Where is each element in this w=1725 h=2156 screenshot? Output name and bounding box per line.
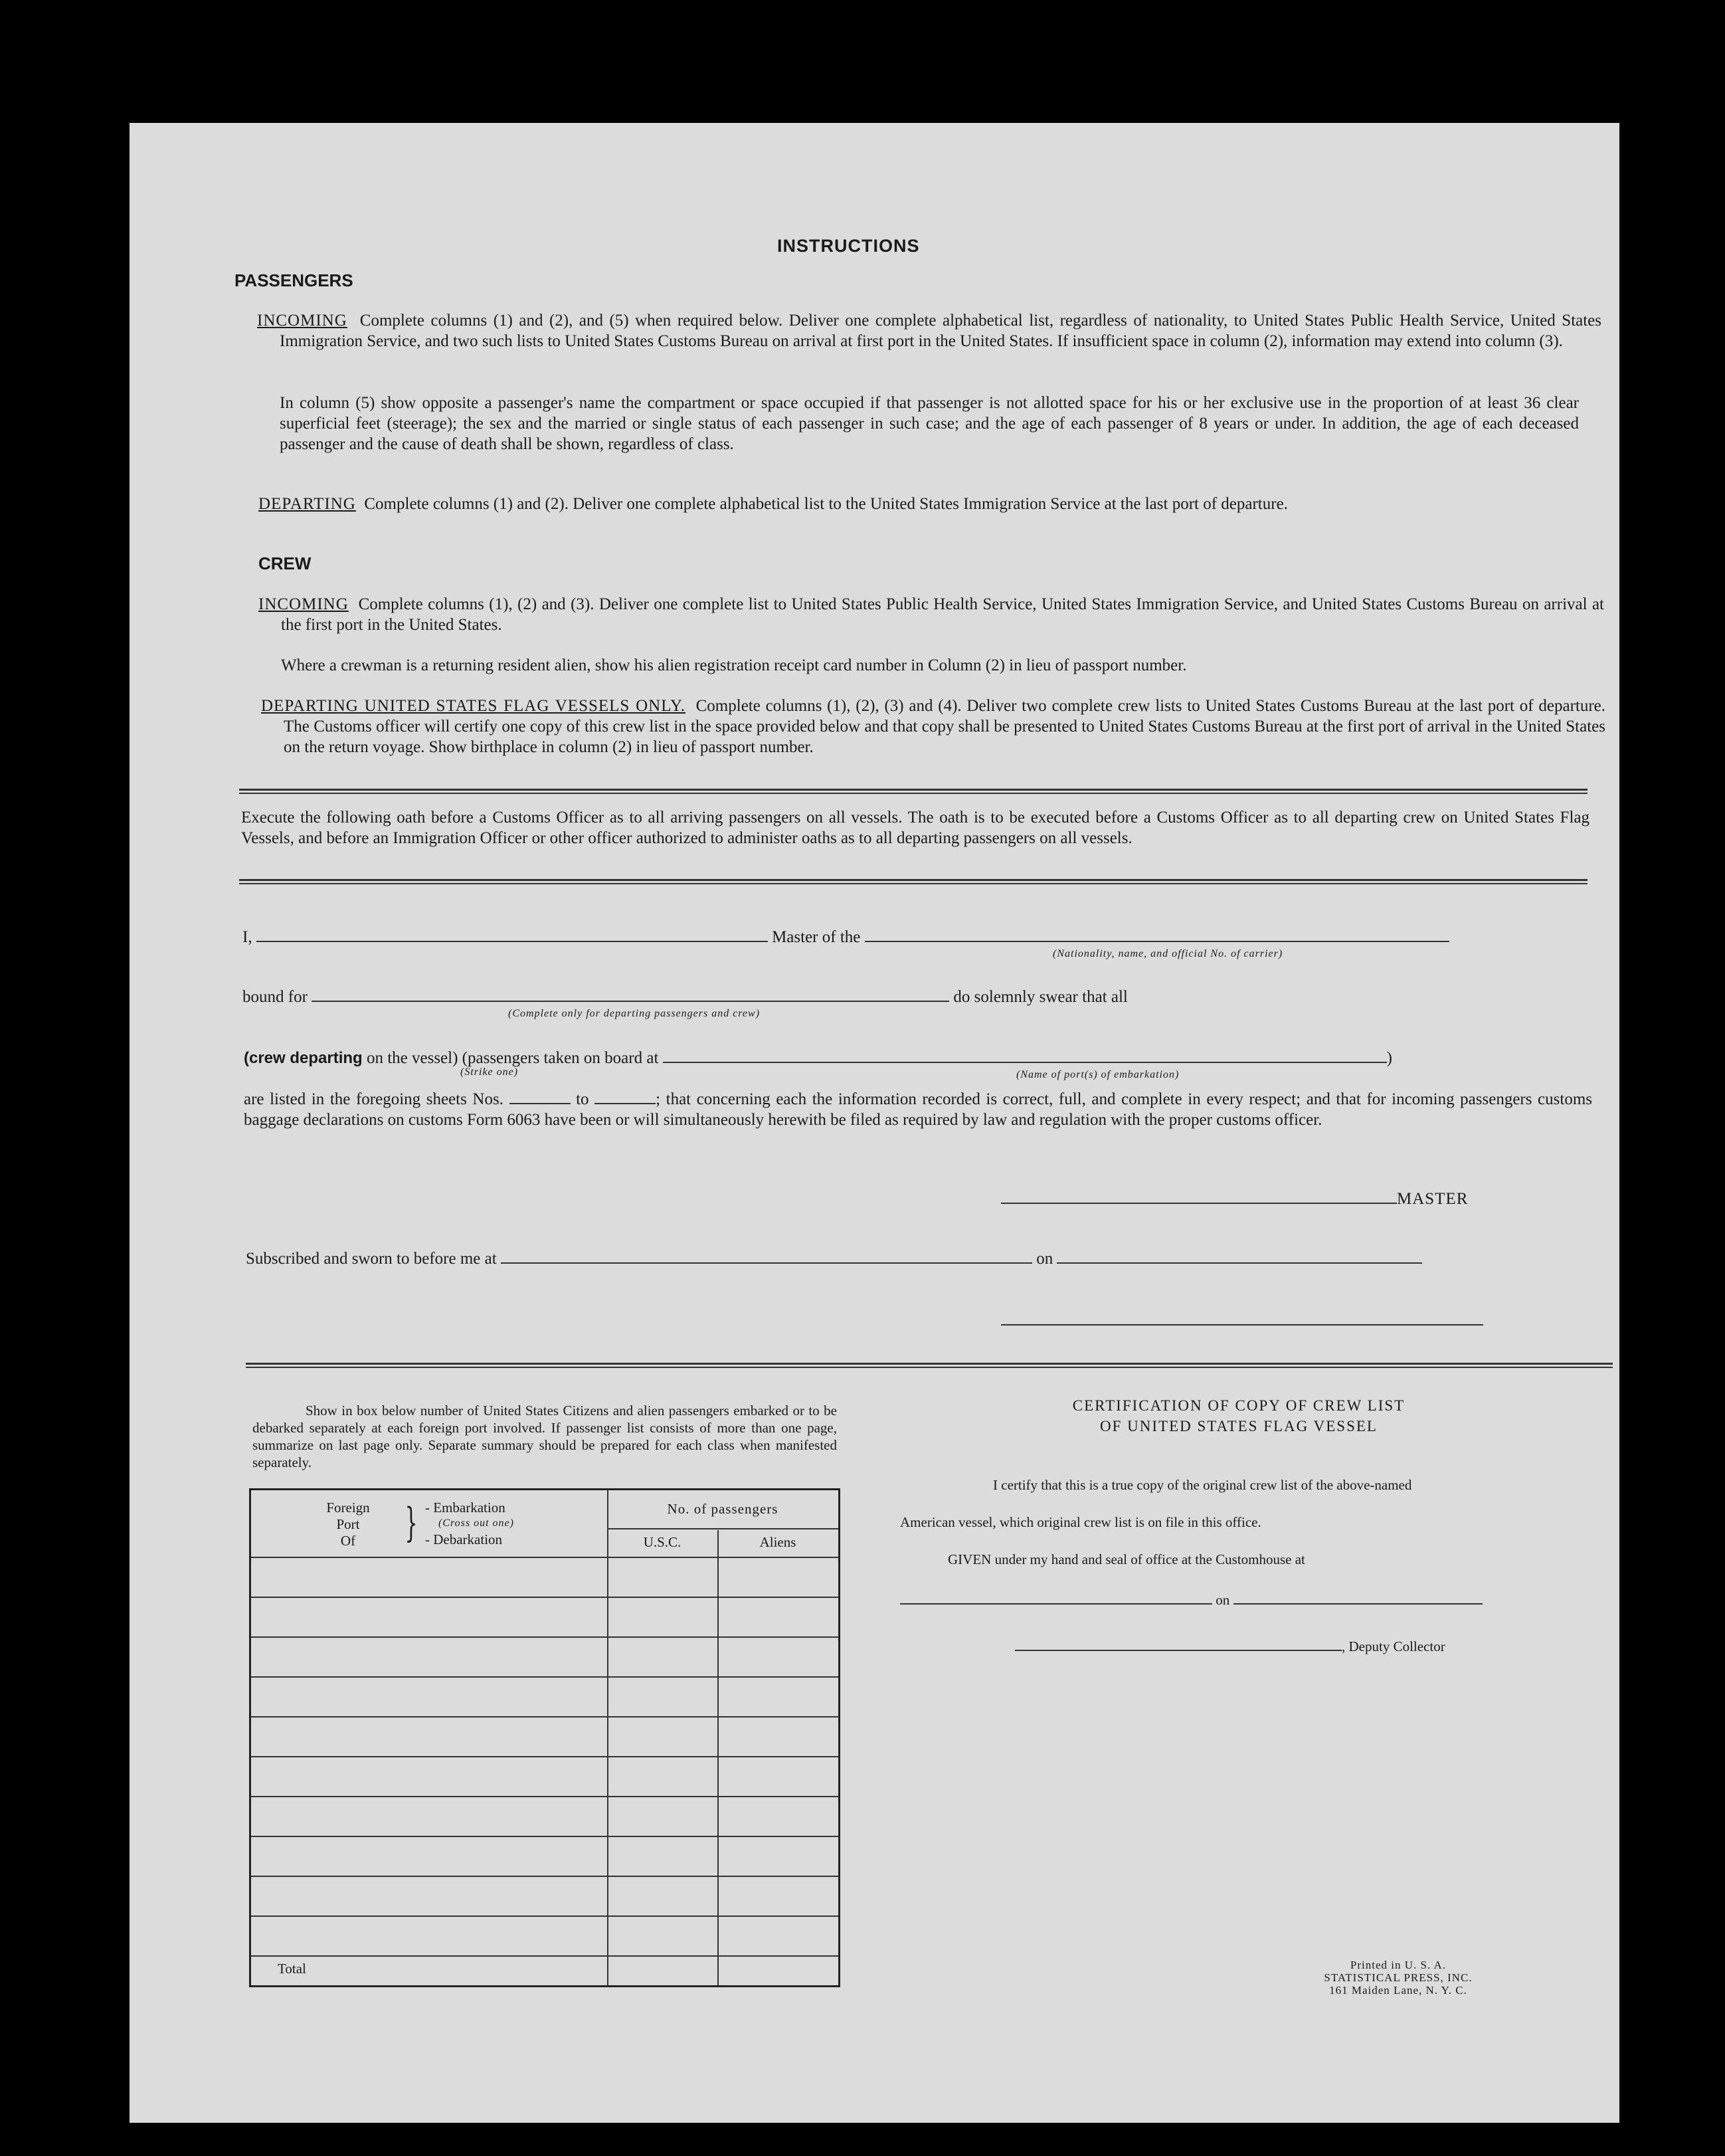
table-row[interactable]	[251, 1676, 838, 1678]
passengers-departing-paragraph	[258, 494, 1601, 514]
close-paren: )	[1386, 1049, 1392, 1067]
certification-line2: American vessel, which original crew list is on file in this office.	[900, 1514, 1261, 1530]
debarkation-label[interactable]: - Debarkation	[425, 1531, 503, 1547]
embarkation-ports-field[interactable]	[663, 1048, 1387, 1063]
aliens-header: Aliens	[759, 1534, 796, 1550]
table-divider	[607, 1528, 838, 1529]
table-divider	[607, 1490, 608, 1985]
foreign-port-header	[308, 1500, 388, 1549]
swear-label: do solemnly swear that all	[953, 988, 1128, 1006]
crew-alien-paragraph: Where a crewman is a returning resident alien, show his alien registration receipt card number in Column (2) in lieu of passport number.	[281, 656, 1187, 674]
printer-imprint	[1279, 1959, 1518, 1997]
divider	[239, 789, 1588, 791]
foreign-label: Foreign	[326, 1500, 370, 1516]
nationality-caption: (Nationality, name, and official No. of carrier)	[1053, 948, 1283, 959]
crew-incoming-text: Complete columns (1), (2) and (3). Deliver one complete list to United States Public Health Service, United States Immigration Service, and United States Customs Bureau on arrival at the first port in the United States.	[281, 595, 1605, 634]
certification-location-date	[900, 1590, 1483, 1609]
certification-date-field[interactable]	[1233, 1590, 1483, 1605]
master-name-field[interactable]	[256, 928, 768, 942]
certification-title	[986, 1395, 1491, 1436]
table-row[interactable]	[251, 1955, 838, 1957]
crew-heading: CREW	[258, 553, 312, 573]
table-row[interactable]	[251, 1597, 838, 1598]
on-the-vessel: on the vessel)	[366, 1049, 458, 1067]
crew-departing-paragraph	[261, 696, 1605, 757]
passengers-incoming-label: INCOMING	[257, 312, 347, 330]
table-row[interactable]	[251, 1836, 838, 1837]
oath-line-crew	[244, 1048, 1392, 1068]
customhouse-field[interactable]	[900, 1590, 1212, 1605]
oath-i: I,	[242, 928, 252, 946]
oath-statement	[244, 1089, 1592, 1130]
table-row[interactable]	[251, 1876, 838, 1877]
master-label: MASTER	[1397, 1190, 1469, 1208]
certification-title-line1: CERTIFICATION OF COPY OF CREW LIST	[1072, 1397, 1406, 1414]
passenger-summary-table	[249, 1488, 840, 1987]
crew-departing-text: Complete columns (1), (2), (3) and (4). Deliver two complete crew lists to United States Customs Bureau at the last port of departure. The Customs officer will certify one copy of this crew list in the space provided below and that copy shall be presented to United States Customs Bureau at the first port of arrival in the United States on the return voyage. Show birthplace in column (2) in lieu of passport number.	[284, 697, 1606, 756]
total-label: Total	[278, 1961, 306, 1977]
vessel-field[interactable]	[865, 928, 1449, 942]
printer-line1: Printed in U. S. A.	[1350, 1959, 1447, 1971]
certification-title-line2: OF UNITED STATES FLAG VESSEL	[1100, 1418, 1378, 1434]
passengers-departing-text: Complete columns (1) and (2). Deliver one complete alphabetical list to the United States Immigration Service at the last port of departure.	[364, 495, 1288, 513]
sworn-date-field[interactable]	[1057, 1249, 1422, 1264]
officer-signature-field[interactable]	[1001, 1324, 1483, 1325]
usc-header: U.S.C.	[643, 1534, 681, 1550]
certification-on-label: on	[1216, 1592, 1230, 1608]
divider	[239, 879, 1588, 881]
passengers-taken-option[interactable]: (passengers taken on board at	[462, 1049, 659, 1067]
passengers-column5-paragraph: In column (5) show opposite a passenger's name the compartment or space occupied if that passenger is not allotted space for his or her exclusive use in the proportion of at least 36 clear superficial feet (steerage); the sex and the married or single status of each passenger in such case; and the age of each passenger of 8 years or under. In addition, the age of each deceased passenger and the cause of death shall be shown, regardless of class.	[280, 394, 1579, 453]
no-passengers-header: No. of passengers	[667, 1501, 778, 1517]
oath-line-bound	[242, 987, 1128, 1007]
master-signature-field[interactable]	[1001, 1189, 1397, 1204]
subscribed-label: Subscribed and sworn to before me at	[246, 1250, 497, 1268]
passengers-incoming-paragraph	[257, 310, 1601, 351]
table-row[interactable]	[251, 1716, 838, 1717]
to-label: to	[576, 1090, 589, 1108]
strike-one-caption: (Strike one)	[460, 1066, 519, 1078]
crew-departing-label: DEPARTING UNITED STATES FLAG VESSELS ONLY.	[261, 697, 686, 715]
certification-line1: I certify that this is a true copy of the original crew list of the above-named	[993, 1477, 1412, 1493]
table-row[interactable]	[251, 1915, 838, 1917]
divider	[246, 1367, 1613, 1368]
deputy-signature-field[interactable]	[1015, 1636, 1342, 1651]
passengers-departing-label: DEPARTING	[258, 495, 356, 513]
divider	[246, 1363, 1613, 1365]
master-signature-line	[1001, 1189, 1468, 1209]
table-row[interactable]	[251, 1636, 838, 1638]
crew-departing-option[interactable]: (crew departing	[244, 1049, 363, 1067]
on-label: on	[1036, 1250, 1053, 1268]
divider	[239, 793, 1588, 794]
listed-rest: ; that concerning each the information recorded is correct, full, and complete in every respect; and that for incoming passengers customs baggage declarations on customs Form 6063 have been or will simultaneously herewith be filed as required by law and regulation with the proper customs officer.	[244, 1090, 1593, 1129]
of-label: Of	[340, 1533, 356, 1549]
bound-for-field[interactable]	[312, 987, 949, 1002]
certification-line3: GIVEN under my hand and seal of office at the Customhouse at	[948, 1551, 1305, 1567]
bound-for-label: bound for	[242, 988, 308, 1006]
printer-line3: 161 Maiden Lane, N. Y. C.	[1329, 1984, 1467, 1997]
table-row[interactable]	[251, 1796, 838, 1797]
complete-only-caption: (Complete only for departing passengers and crew)	[508, 1008, 761, 1019]
oath-intro: Execute the following oath before a Customs Officer as to all arriving passengers on all vessels. The oath is to be executed before a Customs Officer as to all departing crew on United States Flag Vessels, and before an Immigration Officer or other officer authorized to administer oaths as to all departing passengers on all vessels.	[241, 809, 1589, 847]
listed-prefix: are listed in the foregoing sheets Nos.	[244, 1090, 503, 1108]
sheet-from-field[interactable]	[509, 1090, 571, 1104]
master-of-the-label: Master of the	[772, 928, 861, 946]
divider	[239, 883, 1588, 884]
passengers-heading: PASSENGERS	[234, 270, 353, 290]
embarkation-label[interactable]: - Embarkation	[425, 1500, 505, 1516]
embarkation-options	[425, 1500, 514, 1547]
crew-incoming-label: INCOMING	[258, 595, 349, 613]
page-title: INSTRUCTIONS	[777, 236, 920, 256]
brace-icon: }	[405, 1500, 418, 1546]
subscribed-line	[246, 1248, 1422, 1269]
form-page	[130, 123, 1619, 2123]
sheet-to-field[interactable]	[594, 1090, 656, 1104]
sworn-location-field[interactable]	[501, 1249, 1032, 1264]
table-row[interactable]	[251, 1756, 838, 1757]
cross-out-caption: (Cross out one)	[438, 1518, 514, 1529]
ports-caption: (Name of port(s) of embarkation)	[1016, 1069, 1180, 1080]
passengers-incoming-text: Complete columns (1) and (2), and (5) when required below. Deliver one complete alphabetical list, regardless of nationality, to United States Public Health Service, United States Immigration Service, and two such lists to United States Customs Bureau on arrival at first port in the United States. If insufficient space in column (2), information may extend into column (3).	[280, 312, 1602, 350]
table-row[interactable]	[251, 1557, 838, 1558]
deputy-collector-line	[1015, 1636, 1445, 1655]
summary-intro: Show in box below number of United States Citizens and alien passengers embarked or to be debarked separately at each foreign port involved. If passenger list consists of more than one page, summarize on last page only. Separate summary should be prepared for each class when manifested separately.	[252, 1403, 837, 1470]
printer-line2: STATISTICAL PRESS, INC.	[1324, 1971, 1473, 1984]
deputy-collector-label: , Deputy Collector	[1342, 1638, 1445, 1654]
port-label: Port	[336, 1516, 360, 1532]
oath-line-master	[242, 927, 1449, 947]
table-divider	[717, 1530, 719, 1985]
crew-incoming-paragraph	[258, 594, 1604, 635]
